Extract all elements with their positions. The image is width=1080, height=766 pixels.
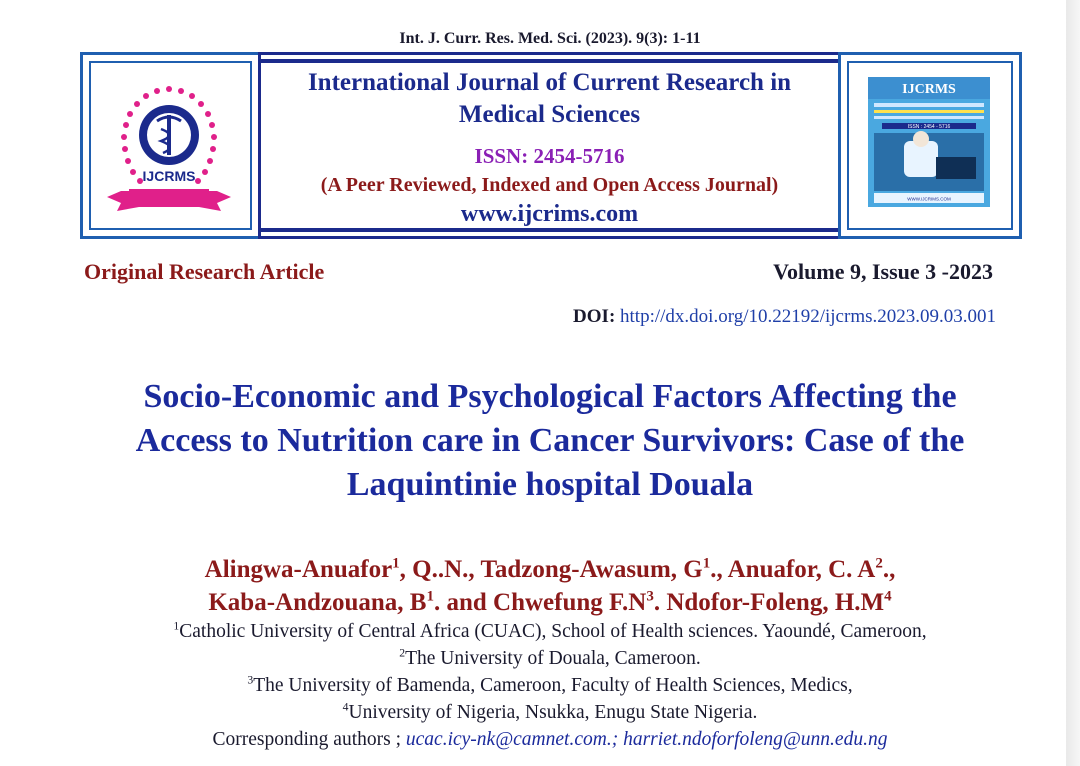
journal-citation: Int. J. Curr. Res. Med. Sci. (2023). 9(3): 1-11 xyxy=(399,30,701,47)
author-name: . Ndofor-Foleng, H.M xyxy=(653,589,885,616)
affiliation xyxy=(60,618,1040,645)
email-separator: ; xyxy=(611,729,624,750)
affiliation-sup: 3 xyxy=(247,673,254,687)
logo-text: IJCRMS xyxy=(142,168,196,184)
author-affil-sup: 3 xyxy=(646,588,654,605)
title-line1: Socio-Economic and Psychological Factors Affecting the xyxy=(143,378,957,415)
corresponding-authors xyxy=(60,726,1040,753)
article-title xyxy=(60,375,1040,507)
affiliation xyxy=(60,672,1040,699)
journal-cover-image xyxy=(868,77,990,207)
ijcrms-logo xyxy=(99,69,239,219)
volume-issue: Volume 9, Issue 3 -2023 xyxy=(773,259,993,284)
article-type: Original Research Article xyxy=(84,259,325,284)
cover-site: WWW.IJCRIMS.COM xyxy=(907,196,951,202)
affiliation-text: Catholic University of Central Africa (CUAC), School of Health sciences. Yaoundé, Cameroon, xyxy=(179,621,927,642)
journal-header xyxy=(258,52,841,239)
author-line1 xyxy=(60,553,1040,586)
journal-name-line2: Medical Sciences xyxy=(458,101,641,128)
corresponding-email-2[interactable]: harriet.ndoforfoleng@unn.edu.ng xyxy=(623,729,888,750)
journal-issn: ISSN: 2454-5716 xyxy=(474,144,625,168)
author-affil-sup: 1 xyxy=(392,555,400,572)
author-line2 xyxy=(60,586,1040,619)
cover-issn: ISSN : 2454 - 5716 xyxy=(907,124,951,130)
title-line3: Laquintinie hospital Douala xyxy=(346,466,754,503)
journal-name xyxy=(261,67,838,131)
corresponding-label: Corresponding authors ; xyxy=(212,729,406,750)
author-name: ., Anuafor, C. A xyxy=(710,556,876,583)
page-edge-shadow xyxy=(1066,0,1080,766)
affiliation xyxy=(60,645,1040,672)
doi-link[interactable]: http://dx.doi.org/10.22192/ijcrms.2023.09.03.001 xyxy=(620,306,996,327)
author-affil-sup: 1 xyxy=(702,555,711,572)
affiliation-sup: 2 xyxy=(399,646,406,660)
cover-title: IJCRMS xyxy=(902,82,956,97)
journal-cover-panel xyxy=(838,52,1022,239)
author-name: Alingwa-Anuafor xyxy=(204,556,393,583)
author-name: ., xyxy=(882,556,896,583)
affiliation-text: The University of Douala, Cameroon. xyxy=(405,648,701,669)
journal-logo-panel xyxy=(80,52,261,239)
corresponding-email-1[interactable]: ucac.icy-nk@camnet.com. xyxy=(405,729,612,750)
affiliation-sup: 1 xyxy=(173,619,180,633)
author-affil-sup: 2 xyxy=(875,555,883,572)
author-name: Kaba-Andzouana, B xyxy=(208,589,427,616)
doi-label: DOI: xyxy=(573,306,616,327)
title-line2: Access to Nutrition care in Cancer Survivors: Case of the xyxy=(135,422,965,459)
journal-name-line1: International Journal of Current Research in xyxy=(307,69,792,96)
affiliation-sup: 4 xyxy=(342,700,349,714)
affiliation-text: University of Nigeria, Nsukka, Enugu State Nigeria. xyxy=(348,702,758,723)
author-list xyxy=(60,553,1040,619)
journal-peer-review-note: (A Peer Reviewed, Indexed and Open Access Journal) xyxy=(320,174,779,196)
author-affil-sup: 1 xyxy=(426,588,434,605)
journal-website-link[interactable]: www.ijcrims.com xyxy=(460,201,639,227)
affiliations xyxy=(60,618,1040,753)
doi xyxy=(573,306,996,328)
affiliation-text: The University of Bamenda, Cameroon, Faculty of Health Sciences, Medics, xyxy=(253,675,853,696)
author-affil-sup: 4 xyxy=(884,588,892,605)
author-name: , Q..N., Tadzong-Awasum, G xyxy=(399,556,703,583)
author-name: . and Chwefung F.N xyxy=(433,589,647,616)
affiliation xyxy=(60,699,1040,726)
